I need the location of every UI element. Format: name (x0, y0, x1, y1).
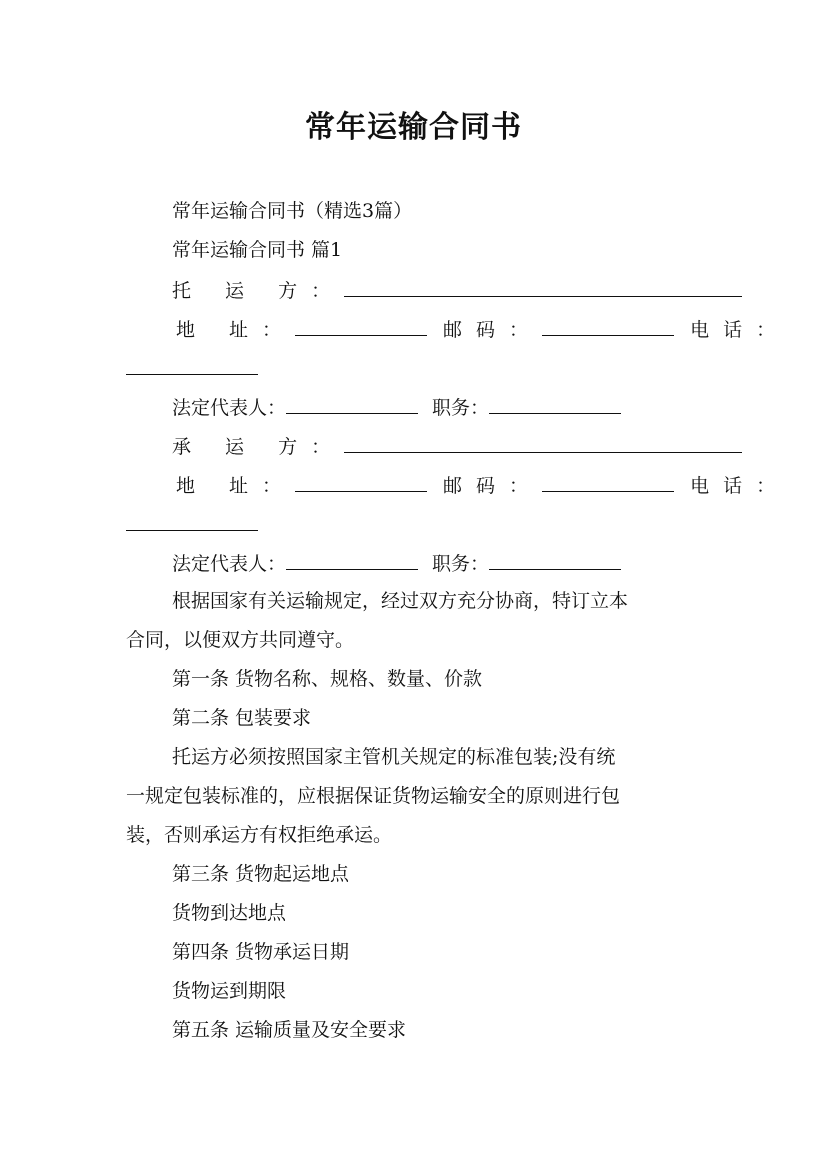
carrier-address-field[interactable] (295, 471, 427, 492)
carrier-field[interactable] (344, 432, 742, 453)
shipper-legal-rep-label: 法定代表人： (172, 397, 287, 419)
carrier-phone-row (126, 510, 706, 538)
article-4-heading: 第四条 货物承运日期 (172, 941, 350, 963)
shipper-position-field[interactable] (489, 393, 621, 414)
shipper-postcode-label: 邮码： (443, 319, 543, 341)
article-3-destination: 货物到达地点 (172, 902, 287, 924)
article-3-heading: 第三条 货物起运地点 (172, 863, 350, 885)
shipper-address-row (176, 315, 790, 343)
carrier-phone-field[interactable] (126, 510, 258, 531)
shipper-field[interactable] (344, 276, 742, 297)
carrier-phone-label: 电话： (690, 475, 790, 497)
carrier-position-field[interactable] (489, 549, 621, 570)
carrier-address-label: 地 址： (176, 475, 296, 497)
part-heading: 常年运输合同书 篇1 (172, 239, 343, 261)
shipper-phone-label: 电话： (690, 319, 790, 341)
packaging-line-2: 一规定包装标准的，应根据保证货物运输安全的原则进行包 (126, 785, 621, 807)
carrier-legal-rep-field[interactable] (286, 549, 418, 570)
intro-line-2: 合同，以便双方共同遵守。 (126, 629, 355, 651)
carrier-postcode-field[interactable] (542, 471, 674, 492)
shipper-row (172, 276, 706, 304)
article-5-heading: 第五条 运输质量及安全要求 (172, 1019, 407, 1041)
carrier-position-label: 职务： (432, 553, 490, 575)
shipper-phone-field[interactable] (126, 354, 258, 375)
carrier-address-row (176, 471, 790, 499)
shipper-legal-rep-row (172, 393, 706, 421)
document-title: 常年运输合同书 (305, 110, 522, 145)
carrier-row (172, 432, 706, 460)
shipper-address-field[interactable] (295, 315, 427, 336)
shipper-label: 托 运 方： (172, 280, 345, 302)
shipper-legal-rep-field[interactable] (286, 393, 418, 414)
intro-line-1: 根据国家有关运输规定，经过双方充分协商，特订立本 (172, 590, 629, 612)
document-subtitle: 常年运输合同书（精选3篇） (172, 200, 413, 222)
article-2-heading: 第二条 包装要求 (172, 707, 312, 729)
shipper-address-label: 地 址： (176, 319, 296, 341)
shipper-phone-row (126, 354, 706, 382)
carrier-postcode-label: 邮码： (443, 475, 543, 497)
article-4-deadline: 货物运到期限 (172, 980, 287, 1002)
article-1-heading: 第一条 货物名称、规格、数量、价款 (172, 668, 483, 690)
shipper-postcode-field[interactable] (542, 315, 674, 336)
carrier-legal-rep-row (172, 549, 706, 577)
packaging-line-1: 托运方必须按照国家主管机关规定的标准包装;没有统 (172, 746, 616, 768)
packaging-line-3: 装，否则承运方有权拒绝承运。 (126, 824, 393, 846)
carrier-label: 承 运 方： (172, 436, 345, 458)
carrier-legal-rep-label: 法定代表人： (172, 553, 287, 575)
shipper-position-label: 职务： (432, 397, 490, 419)
